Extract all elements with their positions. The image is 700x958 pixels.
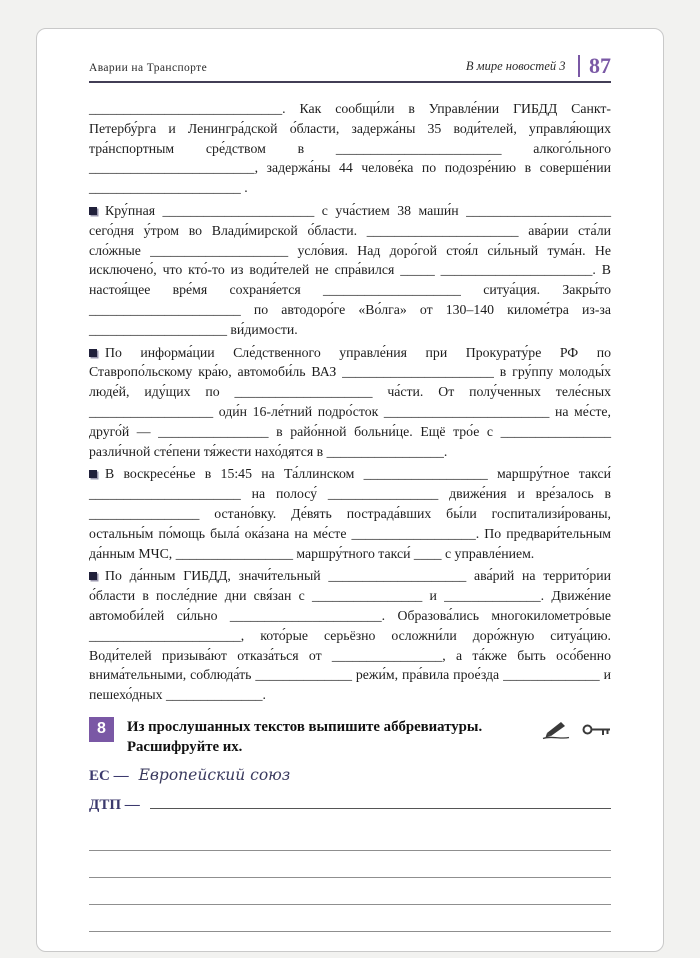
paragraph-2: [89, 201, 611, 340]
paragraph-5: [89, 566, 611, 705]
abbr-label-ec: ЕС —: [89, 767, 129, 784]
abbr-label-dtp: ДТП —: [89, 796, 140, 813]
paragraph-text: В воскресе́нье в 15:45 на Та́ллинском __________________ маршру́тное такси́ ______________________ на полосу́ ________________ движе́ния и вре́залось в ________________ остано́вку. Де́вять пострада́вших бы́ли госпитализи́рованы, остальны́м по́мощь была́ ока́зана на ме́сте __________________. По предвари́тельным да́нным МЧС, _________________ маршру́тного такси́ ____ с управле́нием.: [89, 466, 611, 561]
exercise-8: [89, 717, 611, 757]
answer-row-ec: [89, 766, 611, 786]
exercise-instruction: Из прослушанных текстов выпишите аббревиатуры. Расшифруйте их.: [127, 718, 483, 755]
page-header: [89, 51, 611, 77]
paragraph-text: По да́нным ГИБДД, значи́тельный ____________________ ава́рий на террито́рии о́бласти в после́дние дни свя́зан с ________________ и ______________. Движе́ние автомоби́лей си́льно ______________________. Образова́лись многокилометро́вые ______________________, кото́рые серьёзно осложни́ли доро́жную ситуа́цию. Води́телей призыва́ют отказа́ться от ________________, а та́кже быть осо́бенно внима́тельными, соблюда́ть ______________ режи́м, пра́вила прое́зда ______________ и пешехо́дных ______________.: [89, 568, 611, 703]
answer-ruled-lines: [89, 824, 611, 952]
bullet-square-icon: [89, 349, 97, 357]
answer-ruled-line: [89, 824, 611, 851]
answer-blank-line: [150, 795, 611, 809]
textbook-page: [36, 28, 664, 952]
key-icon: [581, 722, 611, 742]
header-rule: [89, 81, 611, 83]
paragraph-4: [89, 464, 611, 563]
listening-texts-with-blanks: [89, 99, 611, 705]
paragraph-text: ____________________________. Как сообщи́ли в Управле́нии ГИБДД Санкт-Петербу́рга и Ленингра́дской о́бласти, задержа́ны 35 води́телей, управля́ющих тра́нспортным сре́дством в ________________________ алкого́льного ________________________, задержа́ны 44 челове́ка по подозре́нию в соверше́нии ______________________ .: [89, 101, 611, 196]
paragraph-1: [89, 99, 611, 198]
answer-ruled-line: [89, 932, 611, 952]
bullet-square-icon: [89, 470, 97, 478]
handwritten-answer-ec: Европейский союз: [138, 765, 291, 784]
bullet-square-icon: [89, 572, 97, 580]
paragraph-3: [89, 343, 611, 462]
paragraph-text: Кру́пная ______________________ с уча́стием 38 маши́н _____________________ сего́дня у́тром во Влади́мирской о́бласти. ______________________ ава́рии ста́ли сло́жные ____________________ усло́вия. Над доро́гой стоя́л си́льный тума́н. Не исключено́, что кто́-то из води́телей не спра́вился _____ ______________________. В настоя́щее вре́мя сохраня́ется ____________________ ситуа́ция. Закры́то ______________________ по автодоро́ге «Во́лга» от 130–140 киломе́тра из-за ____________________ ви́димости.: [89, 202, 611, 337]
running-head-left: Аварии на Транспорте: [89, 62, 208, 74]
answer-ruled-line: [89, 905, 611, 932]
bullet-square-icon: [89, 207, 97, 215]
running-head-right: В мире новостей 3: [465, 59, 566, 73]
exercise-number-badge: 8: [89, 717, 114, 742]
answer-ruled-line: [89, 851, 611, 878]
answer-row-dtp: [89, 795, 611, 815]
exercise-activity-icons: [541, 717, 611, 745]
page-number: 87: [589, 53, 611, 78]
writing-hand-icon: [541, 720, 571, 745]
header-divider-bar: [578, 55, 581, 77]
answer-ruled-line: [89, 878, 611, 905]
paragraph-text: По информа́ции Сле́дственного управле́ния при Прокурату́ре РФ по Ставропо́льскому кра́ю, автомоби́ль ВАЗ ______________________ в гру́ппу молоды́х люде́й, иду́щих по ____________________ ча́сти. От полу́ченных теле́сных __________________ оди́н 16-ле́тний подро́сток ________________________ на ме́сте, друго́й — ________________ в райо́нной больни́це. Ещё тро́е с ________________ разли́чной сте́пени тя́жести нахо́дятся в _________________.: [89, 344, 611, 459]
